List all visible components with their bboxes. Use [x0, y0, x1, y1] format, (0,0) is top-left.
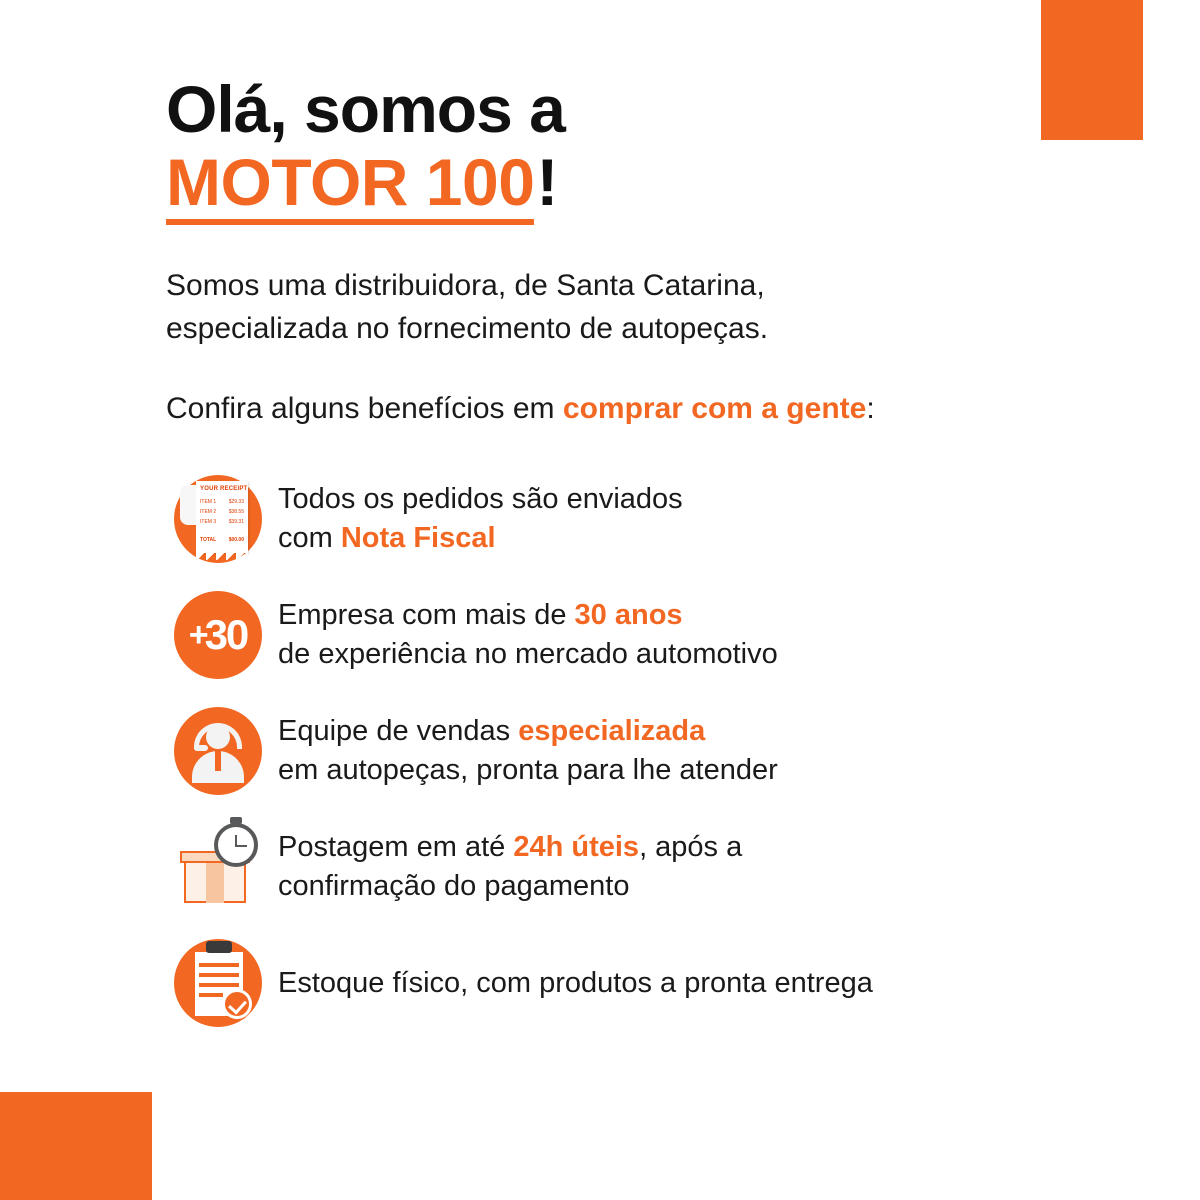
list-item	[166, 580, 1086, 690]
list-item-line-1-highlight: 30 anos	[574, 599, 683, 632]
clipboard-line	[199, 993, 223, 997]
list-item-line-2-prefix: com	[278, 522, 341, 555]
list-item-line-2-highlight: Nota Fiscal	[340, 522, 496, 555]
receipt-shadow-shape	[180, 485, 196, 525]
list-item-line-1	[278, 828, 742, 867]
receipt-row-label: ITEM 3	[200, 519, 217, 526]
page-title-line-2	[166, 145, 1086, 225]
thirty-number: 30	[204, 611, 248, 659]
brand-exclamation: !	[536, 145, 558, 219]
headset-agent-icon	[166, 699, 270, 803]
receipt-total-row	[200, 537, 244, 543]
receipt-row-label: ITEM 1	[200, 499, 217, 506]
page-title-line-1: Olá, somos a	[166, 72, 565, 146]
package-tape-strip	[206, 863, 224, 903]
list-item-line-1-highlight: 24h úteis	[513, 831, 640, 864]
receipt-total-value: $00.00	[228, 537, 244, 544]
plus-thirty-label	[166, 583, 270, 687]
content-container	[166, 72, 1086, 1044]
receipt-total-label: TOTAL	[200, 537, 217, 544]
list-item-text	[278, 964, 873, 1003]
brand-name: MOTOR 100	[166, 148, 534, 225]
receipt-row-value: $38.55	[228, 509, 244, 516]
list-item	[166, 696, 1086, 806]
package-stopwatch-icon	[166, 815, 270, 919]
receipt-row-value: $29.33	[228, 499, 244, 506]
clipboard-clip	[206, 941, 232, 953]
list-item-line-1: Todos os pedidos são enviados	[278, 483, 683, 516]
clipboard-line	[199, 963, 239, 967]
list-item-line-2: confirmação do pagamento	[278, 870, 630, 903]
intro-line-1: Somos uma distribuidora, de Santa Catarina,	[166, 269, 765, 303]
list-item-line-1: Estoque físico, com produtos a pronta entrega	[278, 966, 873, 999]
receipt-row	[200, 509, 244, 515]
receipt-row	[200, 499, 244, 505]
receipt-title: YOUR RECEIPT	[200, 486, 248, 493]
list-item-text	[278, 596, 778, 674]
list-item-line-1	[278, 596, 778, 635]
list-item-text	[278, 712, 778, 790]
list-item-line-2: em autopeças, pronta para lhe atender	[278, 754, 778, 787]
receipt-row-label: ITEM 2	[200, 509, 217, 516]
intro-line-2: especializada no fornecimento de autopeças.	[166, 311, 769, 345]
person-tie	[215, 751, 221, 771]
intro-paragraph	[166, 265, 1046, 350]
plus-sign: +	[188, 615, 207, 654]
list-item-line-1-highlight: especializada	[518, 715, 706, 748]
clipboard-line	[199, 983, 239, 987]
list-item-line-1-prefix: Empresa com mais de	[278, 599, 575, 632]
receipt-row-value: $39.31	[228, 519, 244, 526]
list-item-line-2	[278, 519, 683, 558]
list-item-line-1-prefix: Postagem em até	[278, 831, 514, 864]
list-item-line-2: de experiência no mercado automotivo	[278, 638, 778, 671]
plus-thirty-icon	[166, 583, 270, 687]
list-item-text	[278, 480, 683, 558]
benefits-lead-suffix: :	[866, 392, 875, 426]
list-item-line-1	[278, 712, 778, 751]
receipt-row	[200, 519, 244, 525]
list-item-line-1-prefix: Equipe de vendas	[278, 715, 519, 748]
stopwatch-hand-hour	[235, 845, 247, 847]
list-item	[166, 812, 1086, 922]
list-item-text	[278, 828, 742, 906]
benefits-lead-highlight: comprar com a gente	[562, 392, 867, 426]
benefits-lead-prefix: Confira alguns benefícios em	[166, 392, 563, 426]
list-item	[166, 928, 1086, 1038]
list-item	[166, 464, 1086, 574]
receipt-icon	[166, 467, 270, 571]
clipboard-check-icon	[166, 931, 270, 1035]
receipt-paper	[196, 481, 248, 553]
clipboard-line	[199, 973, 239, 977]
headset-mic-arm	[194, 745, 208, 751]
benefits-lead	[166, 392, 1086, 426]
benefits-list	[166, 464, 1086, 1038]
list-item-line-1-suffix: , após a	[639, 831, 743, 864]
decorative-square-bottom-left	[0, 1092, 152, 1200]
